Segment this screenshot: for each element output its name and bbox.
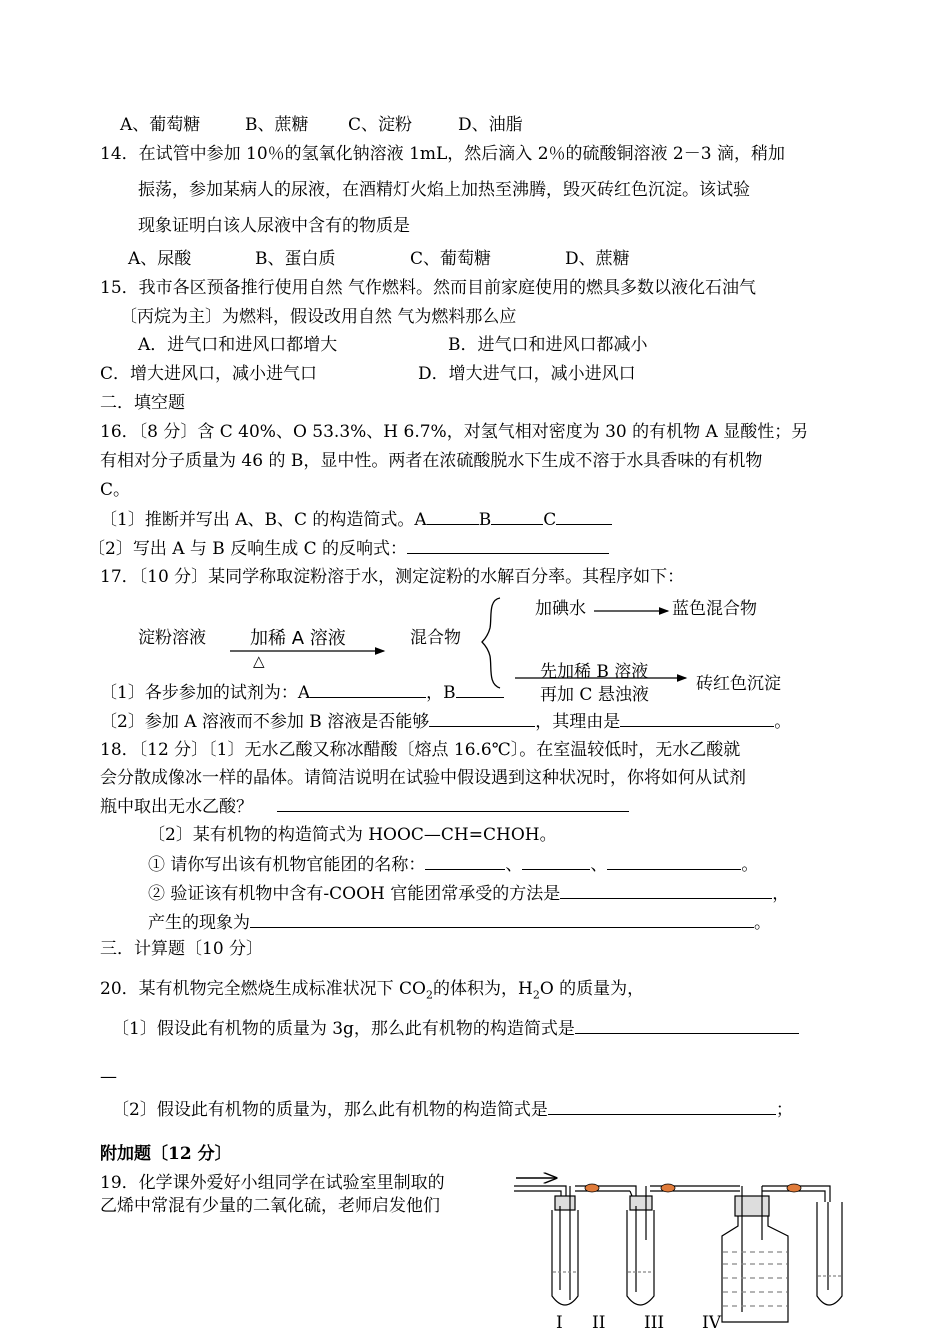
q14-option-b: B、蛋白质 — [255, 249, 336, 269]
gas-inlet-arrow — [514, 1178, 566, 1196]
apparatus-label-1: I — [556, 1313, 563, 1333]
q15-line-2: 〔丙烷为主〕为燃料，假设改用自然 气为燃料那么应 — [120, 307, 517, 327]
q15-line-1: 15．我市各区预备推行使用自然 气作燃料。然而目前家庭使用的燃具多数以液化石油气 — [100, 278, 757, 298]
q16-sub1-prefix: 〔1〕推断并写出 A、B、C 的构造简式。A — [100, 510, 427, 530]
q14-line-1: 14．在试管中参加 10％的氢氧化钠溶液 1mL，然后滴入 2％的硫酸铜溶液 2－3 滴，稍加 — [100, 144, 785, 164]
q16-sub1-c-label: C — [543, 510, 557, 530]
rubber-joint-1 — [585, 1184, 599, 1192]
q20-sub2-text: 〔2〕假设此有机物的质量为，那么此有机物的构造简式是 — [112, 1100, 548, 1120]
q13-option-d: D、油脂 — [458, 115, 523, 135]
q17-answer-b-blank[interactable] — [456, 681, 504, 698]
q18-phenomenon-blank[interactable] — [250, 911, 754, 928]
q20-sub2-end: ； — [775, 1100, 793, 1120]
q18-sub2-3-prefix: 产生的现象为 — [148, 913, 250, 933]
q18-line-2: 会分散成像冰一样的晶体。请简洁说明在试验中假设遇到这种状况时，你将如何从试剂 — [100, 768, 746, 788]
q15-option-b: B．进气口和进风口都减小 — [448, 335, 648, 355]
rubber-joint-3 — [787, 1184, 801, 1192]
q17-sub1-b-label: ，B — [426, 683, 456, 703]
q17-sub1-prefix: 〔1〕各步参加的试剂为：A — [100, 683, 311, 703]
q18-subquestion-2-2 — [148, 882, 789, 905]
q16-sub1-b-label: B — [478, 510, 492, 530]
q16-subquestion-2 — [88, 537, 609, 560]
q16-answer-b-blank[interactable] — [491, 508, 543, 525]
q20-line-1-a: 20．某有机物完全燃烧生成标准状况下 CO — [100, 979, 426, 999]
flow-brick-red-precipitate: 砖红色沉淀 — [696, 674, 781, 694]
q20-subquestion-2 — [112, 1098, 793, 1121]
q17-answer-a-blank[interactable] — [310, 681, 426, 698]
q18-sub2-2-comma: ， — [772, 884, 790, 904]
q15-option-d: D．增大进气口，减小进风口 — [418, 364, 636, 384]
q17-yes-no-blank[interactable] — [429, 710, 535, 727]
q17-sub2-prefix: 〔2〕参加 A 溶液而不参加 B 溶液是否能够 — [100, 712, 430, 732]
q14-line-3: 现象证明白该人尿液中含有的物质是 — [138, 216, 410, 236]
q18-sub2-2-prefix: ② 验证该有机物中含有-COOH 官能团常承受的方法是 — [148, 884, 561, 904]
q20-line-1-c: O 的质量为， — [539, 979, 645, 999]
q17-sub2-reason-label: ，其理由是 — [535, 712, 621, 732]
q14-option-d: D、蔗糖 — [565, 249, 630, 269]
q17-reason-blank[interactable] — [620, 710, 774, 727]
flow-iodine-step: 加碘水 — [535, 599, 586, 619]
apparatus-label-4: IV — [702, 1313, 721, 1333]
rubber-joint-2 — [661, 1184, 675, 1192]
q16-line-1: 16．〔8 分〕含 C 40%、O 53.3%、H 6.7%，对氢气相对密度为 30 的有机物 A 显酸性；另 — [100, 422, 809, 442]
extra-section-title: 附加题〔12 分〕 — [100, 1144, 232, 1164]
flow-blue-mixture: 蓝色混合物 — [672, 599, 757, 619]
q20-answer-2-blank[interactable] — [548, 1098, 776, 1115]
q13-option-c: C、淀粉 — [348, 115, 413, 135]
q17-subquestion-1 — [100, 681, 504, 704]
q16-answer-a-blank[interactable] — [427, 508, 479, 525]
q18-method-blank[interactable] — [560, 882, 772, 899]
q18-group-3-blank[interactable] — [607, 853, 741, 870]
q20-line-1 — [100, 978, 644, 1006]
q18-subquestion-2-1 — [148, 853, 758, 876]
q16-line-3: C。 — [100, 480, 131, 500]
q17-subquestion-2 — [100, 710, 791, 733]
q19-line-1: 19．化学课外爱好小组同学在试验室里制取的 — [100, 1173, 445, 1193]
q15-option-a: A．进气口和进风口都增大 — [138, 335, 338, 355]
q18-separator-1: 、 — [505, 855, 523, 875]
q14-line-2: 振荡，参加某病人的尿液，在酒精灯火焰上加热至沸腾，毁灭砖红色沉淀。该试验 — [138, 180, 750, 200]
test-tube-2 — [627, 1186, 654, 1305]
q18-group-2-blank[interactable] — [522, 853, 590, 870]
q14-option-a: A、尿酸 — [128, 249, 192, 269]
q17-line-1: 17．〔10 分〕某同学称取淀粉溶于水，测定淀粉的水解百分率。其程序如下： — [100, 567, 685, 587]
q18-line-1: 18．〔12 分〕〔1〕无水乙酸又称冰醋酸〔熔点 16.6℃〕。在室温较低时，无水乙酸就 — [100, 740, 741, 760]
test-tube-1 — [552, 1186, 578, 1305]
q18-group-1-blank[interactable] — [425, 853, 505, 870]
q16-answer-c-blank[interactable] — [556, 508, 612, 525]
q19-line-2: 乙烯中常混有少量的二氧化硫，老师启发他们 — [100, 1196, 440, 1216]
q16-subquestion-1 — [100, 508, 612, 531]
q18-subquestion-2: 〔2〕某有机物的构造简式为 HOOC—CH=CHOH。 — [148, 825, 557, 845]
apparatus-label-2: II — [592, 1313, 606, 1333]
q20-sub1-tail: — — [100, 1067, 117, 1087]
test-tube-4 — [817, 1202, 842, 1305]
flow-starch-solution: 淀粉溶液 — [138, 628, 206, 648]
q14-option-c: C、葡萄糖 — [410, 249, 492, 269]
flow-step-b2: 再加 C 悬浊液 — [540, 685, 649, 705]
apparatus-label-3: III — [644, 1313, 665, 1333]
q20-answer-1-blank[interactable] — [575, 1017, 799, 1034]
q18-subquestion-2-3 — [148, 911, 771, 934]
flow-step-b1: 先加稀 B 溶液 — [540, 662, 649, 682]
q20-sub1-text: 〔1〕假设此有机物的质量为 3g，那么此有机物的构造简式是 — [112, 1019, 575, 1039]
flow-brace — [482, 598, 500, 688]
q16-line-2: 有相对分子质量为 46 的 B，显中性。两者在浓硫酸脱水下生成不溶于水具香味的有机物 — [100, 451, 763, 471]
q13-option-a: A、葡萄糖 — [120, 115, 201, 135]
q18-sub2-3-end: 。 — [754, 913, 771, 933]
section-3-title: 三．计算题〔10 分〕 — [100, 939, 264, 959]
q15-option-c: C．增大进风口，减小进气口 — [100, 364, 318, 384]
flow-heat-symbol: △ — [253, 652, 265, 670]
q20-h2o-subscript: 2 — [532, 988, 540, 1002]
flow-reagent-a-label: 加稀 A 溶液 — [250, 628, 346, 649]
q18-sub2-1-end: 。 — [741, 855, 759, 875]
q18-answer-1-blank[interactable] — [277, 795, 629, 812]
q16-equation-blank[interactable] — [407, 537, 609, 554]
q18-line-3 — [100, 795, 629, 818]
q20-line-1-b: 的体积为，H — [432, 979, 533, 999]
q16-sub2-prefix: 〔2〕写出 A 与 B 反响生成 C 的反响式： — [88, 539, 408, 559]
section-2-title: 二．填空题 — [100, 393, 185, 413]
wash-bottle — [722, 1186, 788, 1322]
q20-co2-subscript: 2 — [425, 988, 433, 1002]
q20-subquestion-1 — [112, 1017, 799, 1040]
flow-mixture: 混合物 — [410, 628, 461, 648]
q13-option-b: B、蔗糖 — [245, 115, 309, 135]
q18-line-3-text: 瓶中取出无水乙酸？ — [100, 797, 253, 817]
q18-separator-2: 、 — [590, 855, 608, 875]
q18-sub2-1-prefix: ① 请你写出该有机物官能团的名称： — [148, 855, 426, 875]
q17-sub2-end: 。 — [774, 712, 792, 732]
